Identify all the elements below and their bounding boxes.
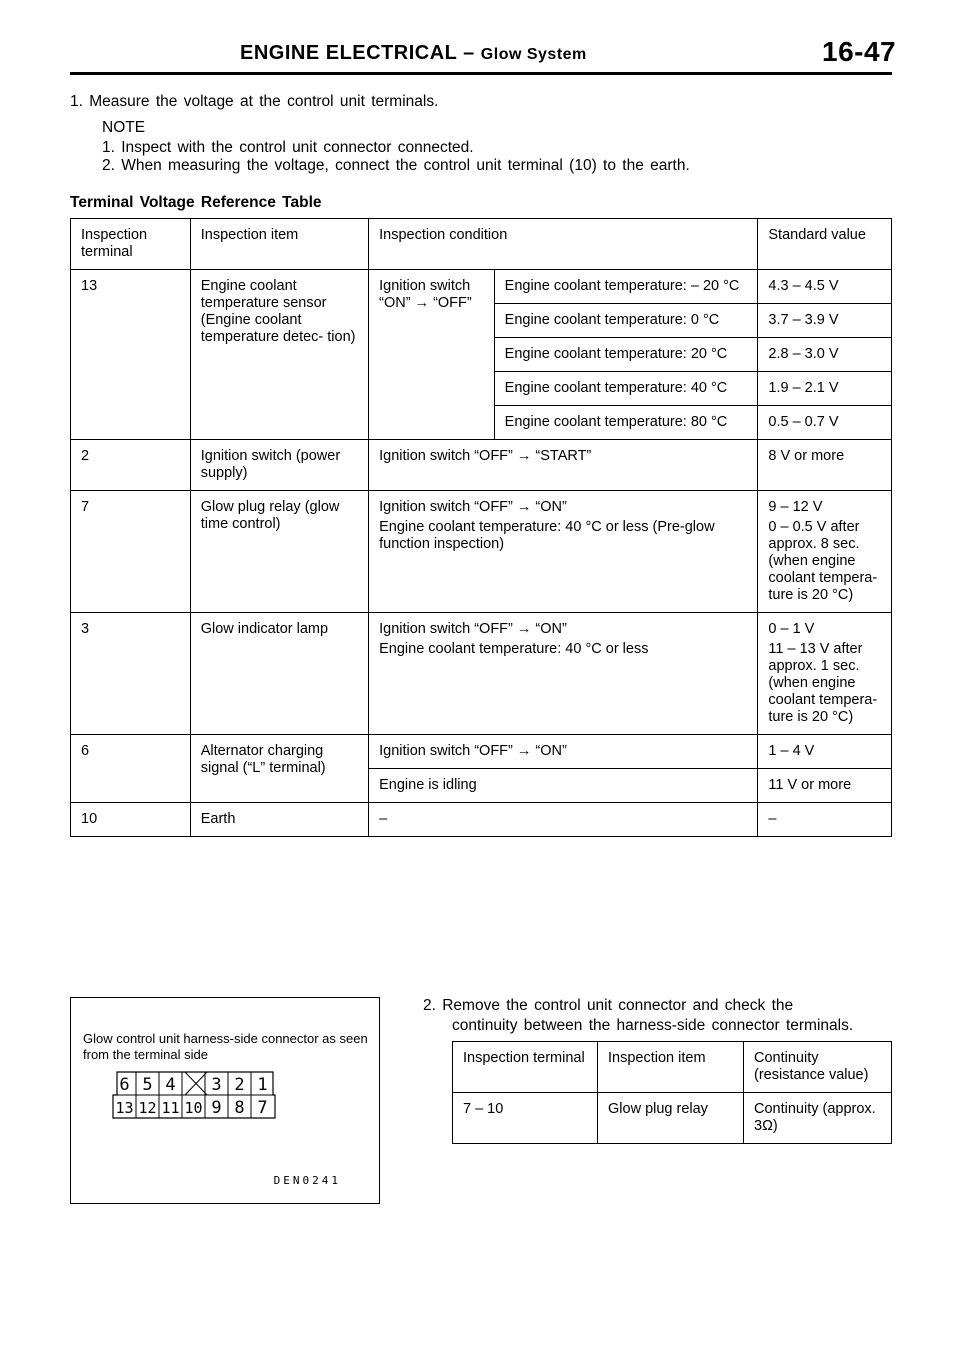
switch-condition-cell: Ignition switch “ON” → “OFF” bbox=[369, 270, 495, 440]
pin-label: 5 bbox=[142, 1075, 153, 1095]
table-row bbox=[71, 803, 892, 837]
value-line-1: 0 – 1 V bbox=[768, 621, 815, 637]
subsection-title: Glow System bbox=[480, 46, 587, 63]
condition-cell: Engine is idling bbox=[369, 769, 758, 803]
value-cell: 3.7 – 3.9 V bbox=[758, 304, 892, 338]
value-line-2: 0 – 0.5 V after approx. 8 sec. (when engine coolant tempera- ture is 20 °C) bbox=[768, 519, 878, 603]
title-dash: – bbox=[463, 42, 475, 64]
header-inspection-condition: Inspection condition bbox=[369, 219, 758, 270]
connector-pins-top bbox=[119, 1072, 267, 1095]
note-item-1: 1. Inspect with the control unit connector connected. bbox=[102, 139, 474, 156]
continuity-cell: Continuity (approx. 3Ω) bbox=[744, 1093, 892, 1144]
terminal-cell: 2 bbox=[71, 440, 191, 491]
condition-cell: Ignition switch “OFF” → “ON” bbox=[369, 735, 758, 769]
terminal-cell: 10 bbox=[71, 803, 191, 837]
value-cell: 1 – 4 V bbox=[758, 735, 892, 769]
pin-label: 4 bbox=[165, 1075, 176, 1095]
note-item-2: 2. When measuring the voltage, connect the control unit terminal (10) to the earth. bbox=[102, 157, 690, 174]
table-row bbox=[71, 270, 892, 304]
value-line-1: 9 – 12 V bbox=[768, 499, 823, 515]
terminal-cell: 7 bbox=[71, 491, 191, 613]
item-cell: Engine coolant temperature sensor (Engine coolant temperature detec- tion) bbox=[190, 270, 368, 440]
pin-label: 6 bbox=[119, 1075, 130, 1095]
page-header-title bbox=[240, 42, 587, 65]
connector-figure bbox=[70, 997, 380, 1204]
table-row bbox=[71, 440, 892, 491]
condition-cell: Ignition switch “OFF” → “START” bbox=[369, 440, 758, 491]
header-rule bbox=[70, 72, 892, 75]
table-row bbox=[71, 491, 892, 613]
page-number: 16-47 bbox=[822, 36, 897, 67]
terminal-cell: 7 – 10 bbox=[453, 1093, 598, 1144]
header-inspection-terminal: Inspection terminal bbox=[453, 1042, 598, 1093]
item-cell: Earth bbox=[190, 803, 368, 837]
condition-line-1: Ignition switch “OFF” → “ON” bbox=[379, 621, 567, 637]
terminal-cell: 3 bbox=[71, 613, 191, 735]
header-standard-value: Standard value bbox=[758, 219, 892, 270]
pin-label: 8 bbox=[234, 1098, 245, 1118]
value-cell: 8 V or more bbox=[758, 440, 892, 491]
table-row bbox=[71, 613, 892, 735]
condition-line-1: Ignition switch “OFF” → “ON” bbox=[379, 499, 567, 515]
table-header-row bbox=[71, 219, 892, 270]
connector-diagram bbox=[111, 1070, 311, 1120]
condition-cell: Engine coolant temperature: 20 °C bbox=[494, 338, 758, 372]
table-row bbox=[71, 735, 892, 769]
condition-cell bbox=[369, 613, 758, 735]
value-cell bbox=[758, 613, 892, 735]
note-label: NOTE bbox=[102, 119, 146, 136]
condition-line-2: Engine coolant temperature: 40 °C or less bbox=[379, 641, 649, 657]
pin-label: 3 bbox=[211, 1075, 222, 1095]
step-2-line-2: continuity between the harness-side connector terminals. bbox=[452, 1017, 854, 1034]
figure-caption: Glow control unit harness-side connector as seen from the terminal side bbox=[83, 1031, 368, 1062]
value-cell: 11 V or more bbox=[758, 769, 892, 803]
header-inspection-item: Inspection item bbox=[598, 1042, 744, 1093]
condition-cell: Engine coolant temperature: 80 °C bbox=[494, 406, 758, 440]
pin-label: 1 bbox=[257, 1075, 268, 1095]
header-inspection-terminal: Inspection terminal bbox=[71, 219, 191, 270]
table-header-row bbox=[453, 1042, 892, 1093]
header-continuity: Continuity (resistance value) bbox=[744, 1042, 892, 1093]
continuity-table bbox=[452, 1041, 892, 1144]
pin-label: 12 bbox=[138, 1099, 157, 1117]
value-line-2: 11 – 13 V after approx. 1 sec. (when engine coolant tempera- ture is 20 °C) bbox=[768, 641, 878, 725]
table-row bbox=[453, 1093, 892, 1144]
item-cell: Alternator charging signal (“L” terminal) bbox=[190, 735, 368, 803]
section-title: ENGINE ELECTRICAL bbox=[240, 42, 458, 64]
value-cell: 2.8 – 3.0 V bbox=[758, 338, 892, 372]
condition-line-2: Engine coolant temperature: 40 °C or less (Pre-glow function inspection) bbox=[379, 519, 715, 552]
value-cell: 4.3 – 4.5 V bbox=[758, 270, 892, 304]
terminal-cell: 13 bbox=[71, 270, 191, 440]
condition-cell bbox=[369, 491, 758, 613]
header-inspection-item: Inspection item bbox=[190, 219, 368, 270]
condition-cell: Engine coolant temperature: – 20 °C bbox=[494, 270, 758, 304]
step-2-line-1: 2. Remove the control unit connector and check the bbox=[423, 997, 794, 1014]
step-1-text: 1. Measure the voltage at the control unit terminals. bbox=[70, 93, 439, 110]
connector-pins-bottom bbox=[115, 1095, 267, 1118]
pin-label: 9 bbox=[211, 1098, 222, 1118]
item-cell: Glow plug relay bbox=[598, 1093, 744, 1144]
value-cell: – bbox=[758, 803, 892, 837]
value-cell bbox=[758, 491, 892, 613]
condition-cell: Engine coolant temperature: 0 °C bbox=[494, 304, 758, 338]
terminal-cell: 6 bbox=[71, 735, 191, 803]
condition-cell: – bbox=[369, 803, 758, 837]
condition-cell: Engine coolant temperature: 40 °C bbox=[494, 372, 758, 406]
terminal-voltage-table bbox=[70, 218, 892, 837]
pin-label: 2 bbox=[234, 1075, 245, 1095]
table-title: Terminal Voltage Reference Table bbox=[70, 194, 322, 211]
pin-label: 13 bbox=[115, 1099, 134, 1117]
item-cell: Glow plug relay (glow time control) bbox=[190, 491, 368, 613]
item-cell: Ignition switch (power supply) bbox=[190, 440, 368, 491]
item-cell: Glow indicator lamp bbox=[190, 613, 368, 735]
pin-label: 11 bbox=[161, 1099, 180, 1117]
value-cell: 1.9 – 2.1 V bbox=[758, 372, 892, 406]
pin-label: 7 bbox=[257, 1098, 268, 1118]
figure-code: DEN0241 bbox=[273, 1174, 341, 1187]
pin-label: 10 bbox=[184, 1099, 203, 1117]
value-cell: 0.5 – 0.7 V bbox=[758, 406, 892, 440]
